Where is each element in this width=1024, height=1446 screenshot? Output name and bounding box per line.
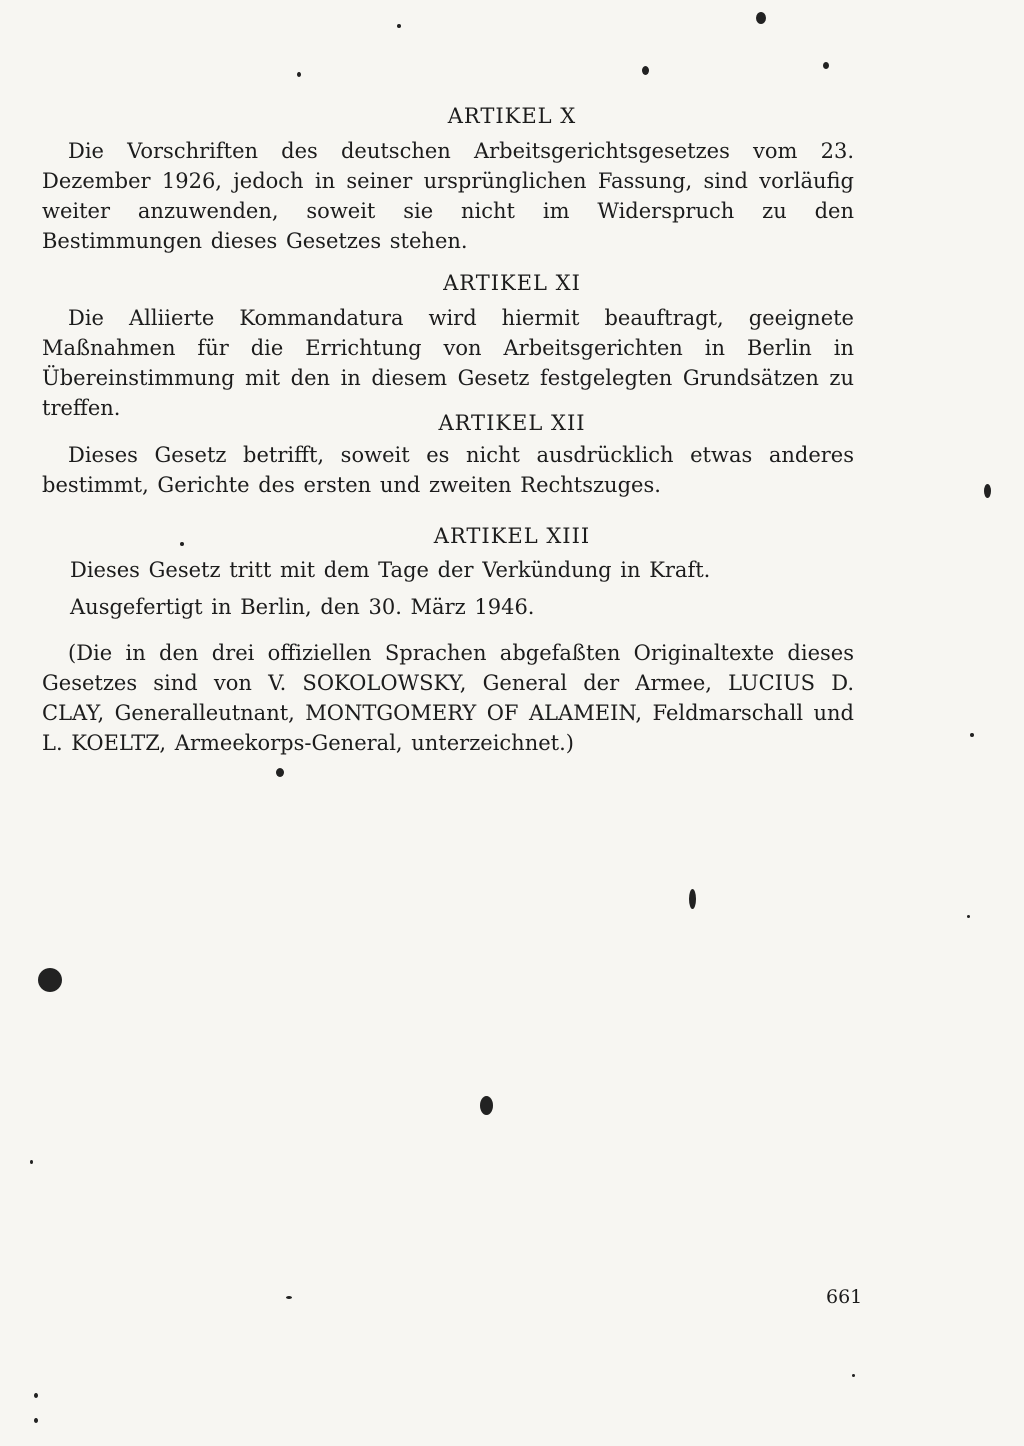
article-12-text: Dieses Gesetz betrifft, soweit es nicht ausdrücklich etwas anderes bestimmt, Gerichte des ersten und zweiten Rechtszuges. [42,443,854,497]
scan-speck [756,12,766,24]
scan-speck [397,24,401,28]
scan-speck [689,889,696,909]
scan-speck [34,1393,38,1398]
scan-speck [30,1160,33,1164]
article-13-heading: ARTIKEL XIII [433,524,591,548]
article-10-text: Die Vorschriften des deutschen Arbeitsgerichtsgesetzes vom 23. Dezember 1926, jedoch in seiner ursprünglichen Fassung, sind vorläufig weiter anzuwenden, soweit sie nicht im Widerspruch zu den Bestimmungen dieses Gesetzes stehen. [42,139,854,253]
scan-speck [297,72,301,77]
page-number: 661 [826,1286,863,1308]
scan-speck [34,1418,38,1423]
article-12-heading: ARTIKEL XII [438,411,586,435]
date-line: Ausgefertigt in Berlin, den 30. März 1946. [70,595,535,619]
scan-speck [852,1374,855,1377]
scan-speck [276,768,284,777]
scan-speck [984,484,991,498]
article-10-heading: ARTIKEL X [447,104,577,128]
article-11-text: Die Alliierte Kommandatura wird hiermit beauftragt, geeignete Maßnahmen für die Errichtung von Arbeitsgerichten in Berlin in Übereinstimmung mit den in diesem Gesetz festgelegten Grundsätzen zu treffen. [42,306,854,420]
scan-speck [38,968,62,992]
scan-speck [180,542,184,546]
article-11-heading: ARTIKEL XI [443,271,581,295]
signature-note: (Die in den drei offiziellen Sprachen abgefaßten Originaltexte dieses Gesetzes sind von V. SOKOLOWSKY, General der Armee, LUCIUS D. CLAY, Generalleutnant, MONTGOMERY OF ALAMEIN, Feldmarschall und L. KOELTZ, Armeekorps-General, unterzeichnet.) [42,641,854,755]
scan-speck [967,915,970,918]
scan-speck [286,1296,292,1299]
scan-speck [642,66,649,75]
article-13-text: Dieses Gesetz tritt mit dem Tage der Verkündung in Kraft. [70,558,711,582]
scan-speck [480,1096,493,1115]
scan-speck [823,62,829,69]
scan-speck [970,733,974,737]
